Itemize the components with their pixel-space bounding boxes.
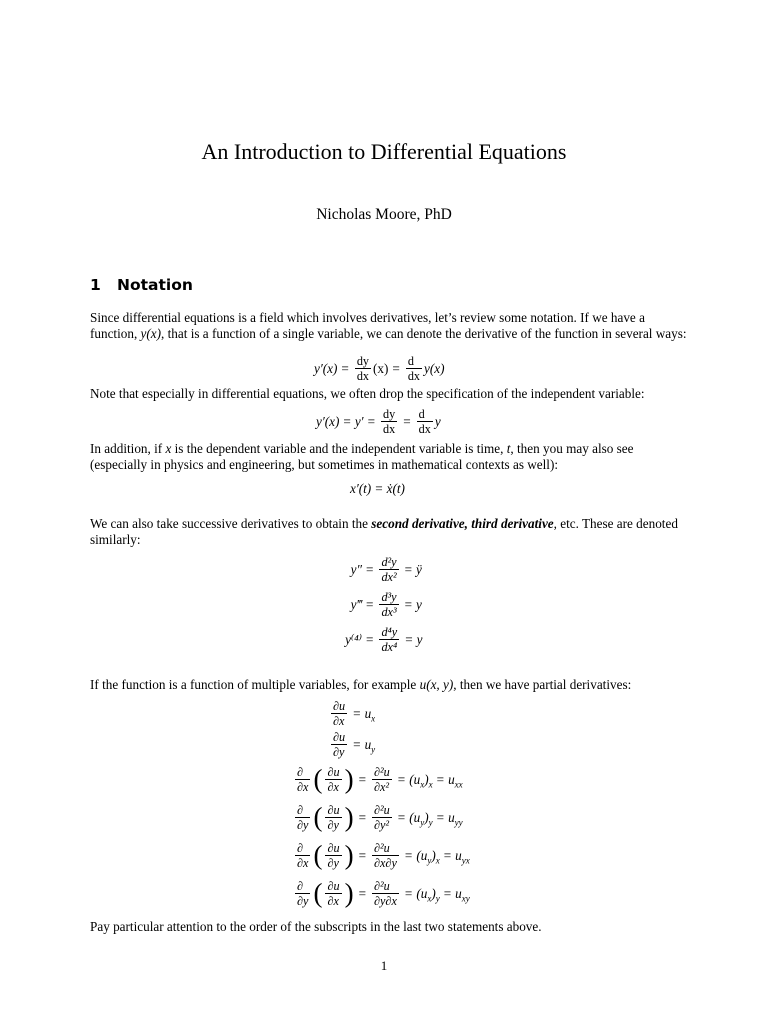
math-operator: = (353, 737, 361, 753)
math-operator: = (404, 848, 413, 864)
math-symbol: ) (424, 810, 429, 826)
emphasis-text: second derivative, third derivative (371, 516, 554, 531)
math-fraction (295, 766, 310, 793)
equation-mixed-partial-xy (293, 880, 470, 907)
fraction-numerator: dy (383, 407, 396, 421)
math-paren: ( (313, 840, 323, 871)
math-operator: = (443, 886, 452, 902)
math-subscript: y (435, 893, 440, 904)
math-symbol: (u (409, 772, 421, 788)
fraction-denominator: ∂y∂x (374, 894, 397, 909)
math-operator: = (405, 632, 413, 648)
math-symbol: (u (416, 886, 428, 902)
paragraph-drop-variable: Note that especially in differential equations, we often drop the specification of the independent variable: (90, 386, 645, 401)
fraction-denominator: ∂x (325, 779, 341, 793)
math-term (455, 848, 470, 866)
math-paren: ( (313, 802, 323, 833)
equation-dot-notation (350, 482, 405, 495)
equation-partial-x (329, 700, 375, 727)
equation-fourth-derivative (336, 626, 433, 653)
math-term: y⃛ (416, 597, 433, 613)
section-number: 1 (90, 276, 101, 294)
math-fraction (372, 880, 399, 907)
math-operator: = (403, 414, 411, 430)
math-inline: t (506, 441, 511, 456)
fraction-denominator: ∂y (331, 744, 347, 758)
equation-second-partial-yy (293, 804, 463, 831)
paragraph-time-derivative (90, 441, 690, 473)
fraction-denominator: dx (407, 369, 421, 384)
math-operator: = (358, 848, 366, 864)
math-fraction (379, 626, 399, 653)
section-heading (90, 276, 193, 294)
fraction-denominator: ∂y (297, 894, 309, 909)
text-run: In addition, if (90, 441, 166, 456)
math-inline: y(x) (140, 326, 162, 342)
math-term: x′(t) (350, 481, 372, 496)
fraction-numerator: dy (356, 354, 369, 368)
math-operator: = (397, 772, 406, 788)
math-fraction (325, 804, 341, 831)
fraction-denominator: ∂x (297, 856, 309, 871)
math-subscript: x (420, 779, 425, 790)
math-term (448, 772, 463, 790)
math-subscript: xy (461, 893, 470, 904)
math-subscript: y (371, 744, 376, 755)
text-run: , that is a function of a single variable, we can denote the derivative of the function in several ways: (161, 326, 687, 342)
math-term: y⃜ (416, 632, 433, 648)
math-fraction (372, 766, 392, 793)
math-term: y(x) (424, 361, 445, 377)
section-title: Notation (117, 276, 193, 294)
math-operator: = (353, 706, 361, 722)
math-paren: ( (313, 878, 323, 909)
math-term: y (434, 414, 441, 430)
fraction-numerator: d⁴y (381, 625, 398, 639)
equation-second-partial-xx (293, 766, 463, 793)
math-inline: x (165, 441, 172, 456)
math-fraction (295, 880, 310, 907)
equation-third-derivative (341, 591, 432, 618)
text-run: We can also take successive derivatives to obtain the (90, 516, 372, 531)
paragraph-higher-derivatives (90, 516, 690, 548)
math-operator: = (366, 632, 374, 648)
text-run: , then you may also see (especially in physics and engineering, but sometimes in mathematical contexts as well): (90, 441, 634, 473)
math-subscript: yx (461, 855, 470, 866)
fraction-numerator: ∂u (327, 841, 340, 855)
fraction-numerator: ∂u (333, 699, 346, 713)
math-paren: ) (344, 802, 354, 833)
math-paren: ) (344, 878, 354, 909)
fraction-numerator: ∂u (327, 879, 340, 893)
math-symbol: u (364, 706, 372, 722)
math-symbol: ) (424, 772, 429, 788)
fraction-denominator: dx (356, 369, 369, 384)
math-term (364, 737, 376, 755)
math-operator: = (358, 886, 366, 902)
math-fraction (331, 731, 347, 758)
equation-second-derivative (344, 556, 422, 583)
fraction-denominator: ∂y (297, 818, 309, 833)
text-run: If the function is a function of multiple variables, for example (90, 677, 420, 692)
math-term: y″ (350, 562, 362, 578)
fraction-numerator: ∂u (333, 730, 346, 744)
equation-prime-notation (316, 408, 441, 435)
math-term: y′ (354, 414, 364, 430)
fraction-numerator: ∂u (327, 803, 340, 817)
math-operator: = (404, 597, 413, 613)
math-symbol: (u (416, 848, 428, 864)
fraction-numerator: ∂²u (374, 879, 390, 893)
math-operator: = (404, 562, 413, 578)
math-operator: = (436, 810, 445, 826)
math-fraction (325, 880, 341, 907)
math-term: y‴ (350, 597, 362, 613)
math-subscript: x (371, 713, 376, 724)
math-subscript: y (427, 855, 432, 866)
fraction-numerator: d (407, 354, 414, 368)
text-run: , then we have partial derivatives: (453, 677, 632, 692)
fraction-denominator: dx³ (381, 605, 397, 620)
math-subscript: xx (454, 779, 463, 790)
math-subscript: y (428, 817, 433, 828)
math-fraction (381, 408, 397, 435)
fraction-denominator: ∂x (297, 780, 309, 795)
fraction-numerator: ∂ (297, 765, 304, 779)
text-run: , etc. These are denoted similarly: (90, 516, 678, 548)
paragraph-subscript-order: Pay particular attention to the order of the subscripts in the last two statements above. (90, 919, 542, 934)
math-operator: = (404, 886, 413, 902)
math-symbol: (u (409, 810, 421, 826)
math-fraction (325, 766, 341, 793)
math-symbol: u (364, 737, 372, 753)
math-fraction (372, 804, 392, 831)
math-symbol: ) (431, 886, 436, 902)
math-operator: = (366, 597, 374, 613)
math-term (409, 772, 433, 790)
math-subscript: yy (454, 817, 463, 828)
fraction-numerator: ∂ (297, 803, 304, 817)
math-symbol: u (455, 886, 462, 902)
fraction-denominator: dx (383, 422, 396, 437)
math-operator: = (436, 772, 445, 788)
math-term: y⁽⁴⁾ (345, 632, 362, 648)
fraction-denominator: dx (418, 422, 431, 437)
math-fraction (295, 804, 310, 831)
fraction-denominator: ∂x∂y (374, 856, 397, 871)
math-symbol: u (455, 848, 462, 864)
math-symbol: u (448, 772, 455, 788)
text-run: is the dependent variable and the independent variable is time, (171, 441, 507, 456)
math-inline: u(x, y) (419, 677, 454, 692)
math-subscript: x (435, 855, 440, 866)
math-operator: = (367, 414, 375, 430)
fraction-numerator: ∂²u (374, 765, 390, 779)
fraction-denominator: dx² (381, 570, 397, 585)
math-operator: = (375, 481, 383, 496)
math-paren: ) (344, 840, 354, 871)
math-operator: = (366, 562, 374, 578)
math-term (416, 848, 440, 866)
page-number: 1 (380, 958, 388, 973)
math-operator: = (343, 414, 351, 430)
math-term: ẋ(t) (386, 481, 405, 496)
fraction-numerator: ∂²u (374, 841, 390, 855)
fraction-numerator: ∂u (327, 765, 340, 779)
fraction-numerator: d (418, 407, 425, 421)
math-paren: ) (344, 764, 354, 795)
fraction-denominator: ∂y (325, 855, 341, 869)
math-paren: ( (313, 764, 323, 795)
math-operator: = (341, 361, 349, 377)
math-symbol: ) (431, 848, 436, 864)
math-operator: = (358, 810, 366, 826)
math-term (416, 886, 440, 904)
fraction-denominator: dx⁴ (381, 640, 398, 655)
math-fraction (295, 842, 310, 869)
math-term: y′(x) (316, 414, 340, 430)
equation-first-derivative (314, 355, 445, 382)
fraction-numerator: ∂ (297, 879, 304, 893)
math-fraction (417, 408, 433, 435)
math-operator: = (443, 848, 452, 864)
math-fraction (331, 700, 347, 727)
math-fraction (379, 591, 398, 618)
math-fraction (325, 842, 341, 869)
paragraph-partial-derivatives (90, 677, 690, 693)
math-term: y′(x) (314, 361, 338, 377)
fraction-numerator: d³y (381, 590, 397, 604)
math-fraction (379, 556, 398, 583)
fraction-denominator: ∂x² (372, 779, 392, 793)
fraction-numerator: d²y (381, 555, 397, 569)
math-fraction (406, 355, 422, 382)
math-term (455, 886, 470, 904)
fraction-numerator: ∂ (297, 841, 304, 855)
math-operator: = (392, 361, 400, 377)
text-run: Since differential equations is a field which involves derivatives, let’s review some notation. If we have a function, (90, 310, 645, 342)
math-symbol: u (448, 810, 455, 826)
math-fraction (355, 355, 371, 382)
math-term: (x) (373, 361, 389, 377)
math-term (409, 810, 433, 828)
fraction-denominator: ∂x (325, 893, 341, 907)
fraction-denominator: ∂x (331, 713, 347, 727)
math-term: ÿ (416, 562, 422, 578)
math-subscript: x (428, 779, 433, 790)
fraction-numerator: ∂²u (374, 803, 390, 817)
equation-mixed-partial-yx (293, 842, 470, 869)
fraction-denominator: ∂y (325, 817, 341, 831)
math-term (448, 810, 463, 828)
math-operator: = (358, 772, 366, 788)
fraction-denominator: ∂y² (372, 817, 392, 831)
math-fraction (372, 842, 399, 869)
equation-partial-y (329, 731, 375, 758)
author-name: Nicholas Moore, PhD (316, 206, 452, 223)
math-operator: = (397, 810, 406, 826)
document-title: An Introduction to Differential Equations (201, 139, 567, 164)
paragraph-notation-intro (90, 310, 690, 342)
math-term (364, 706, 376, 724)
math-subscript: x (427, 893, 432, 904)
math-subscript: y (420, 817, 425, 828)
